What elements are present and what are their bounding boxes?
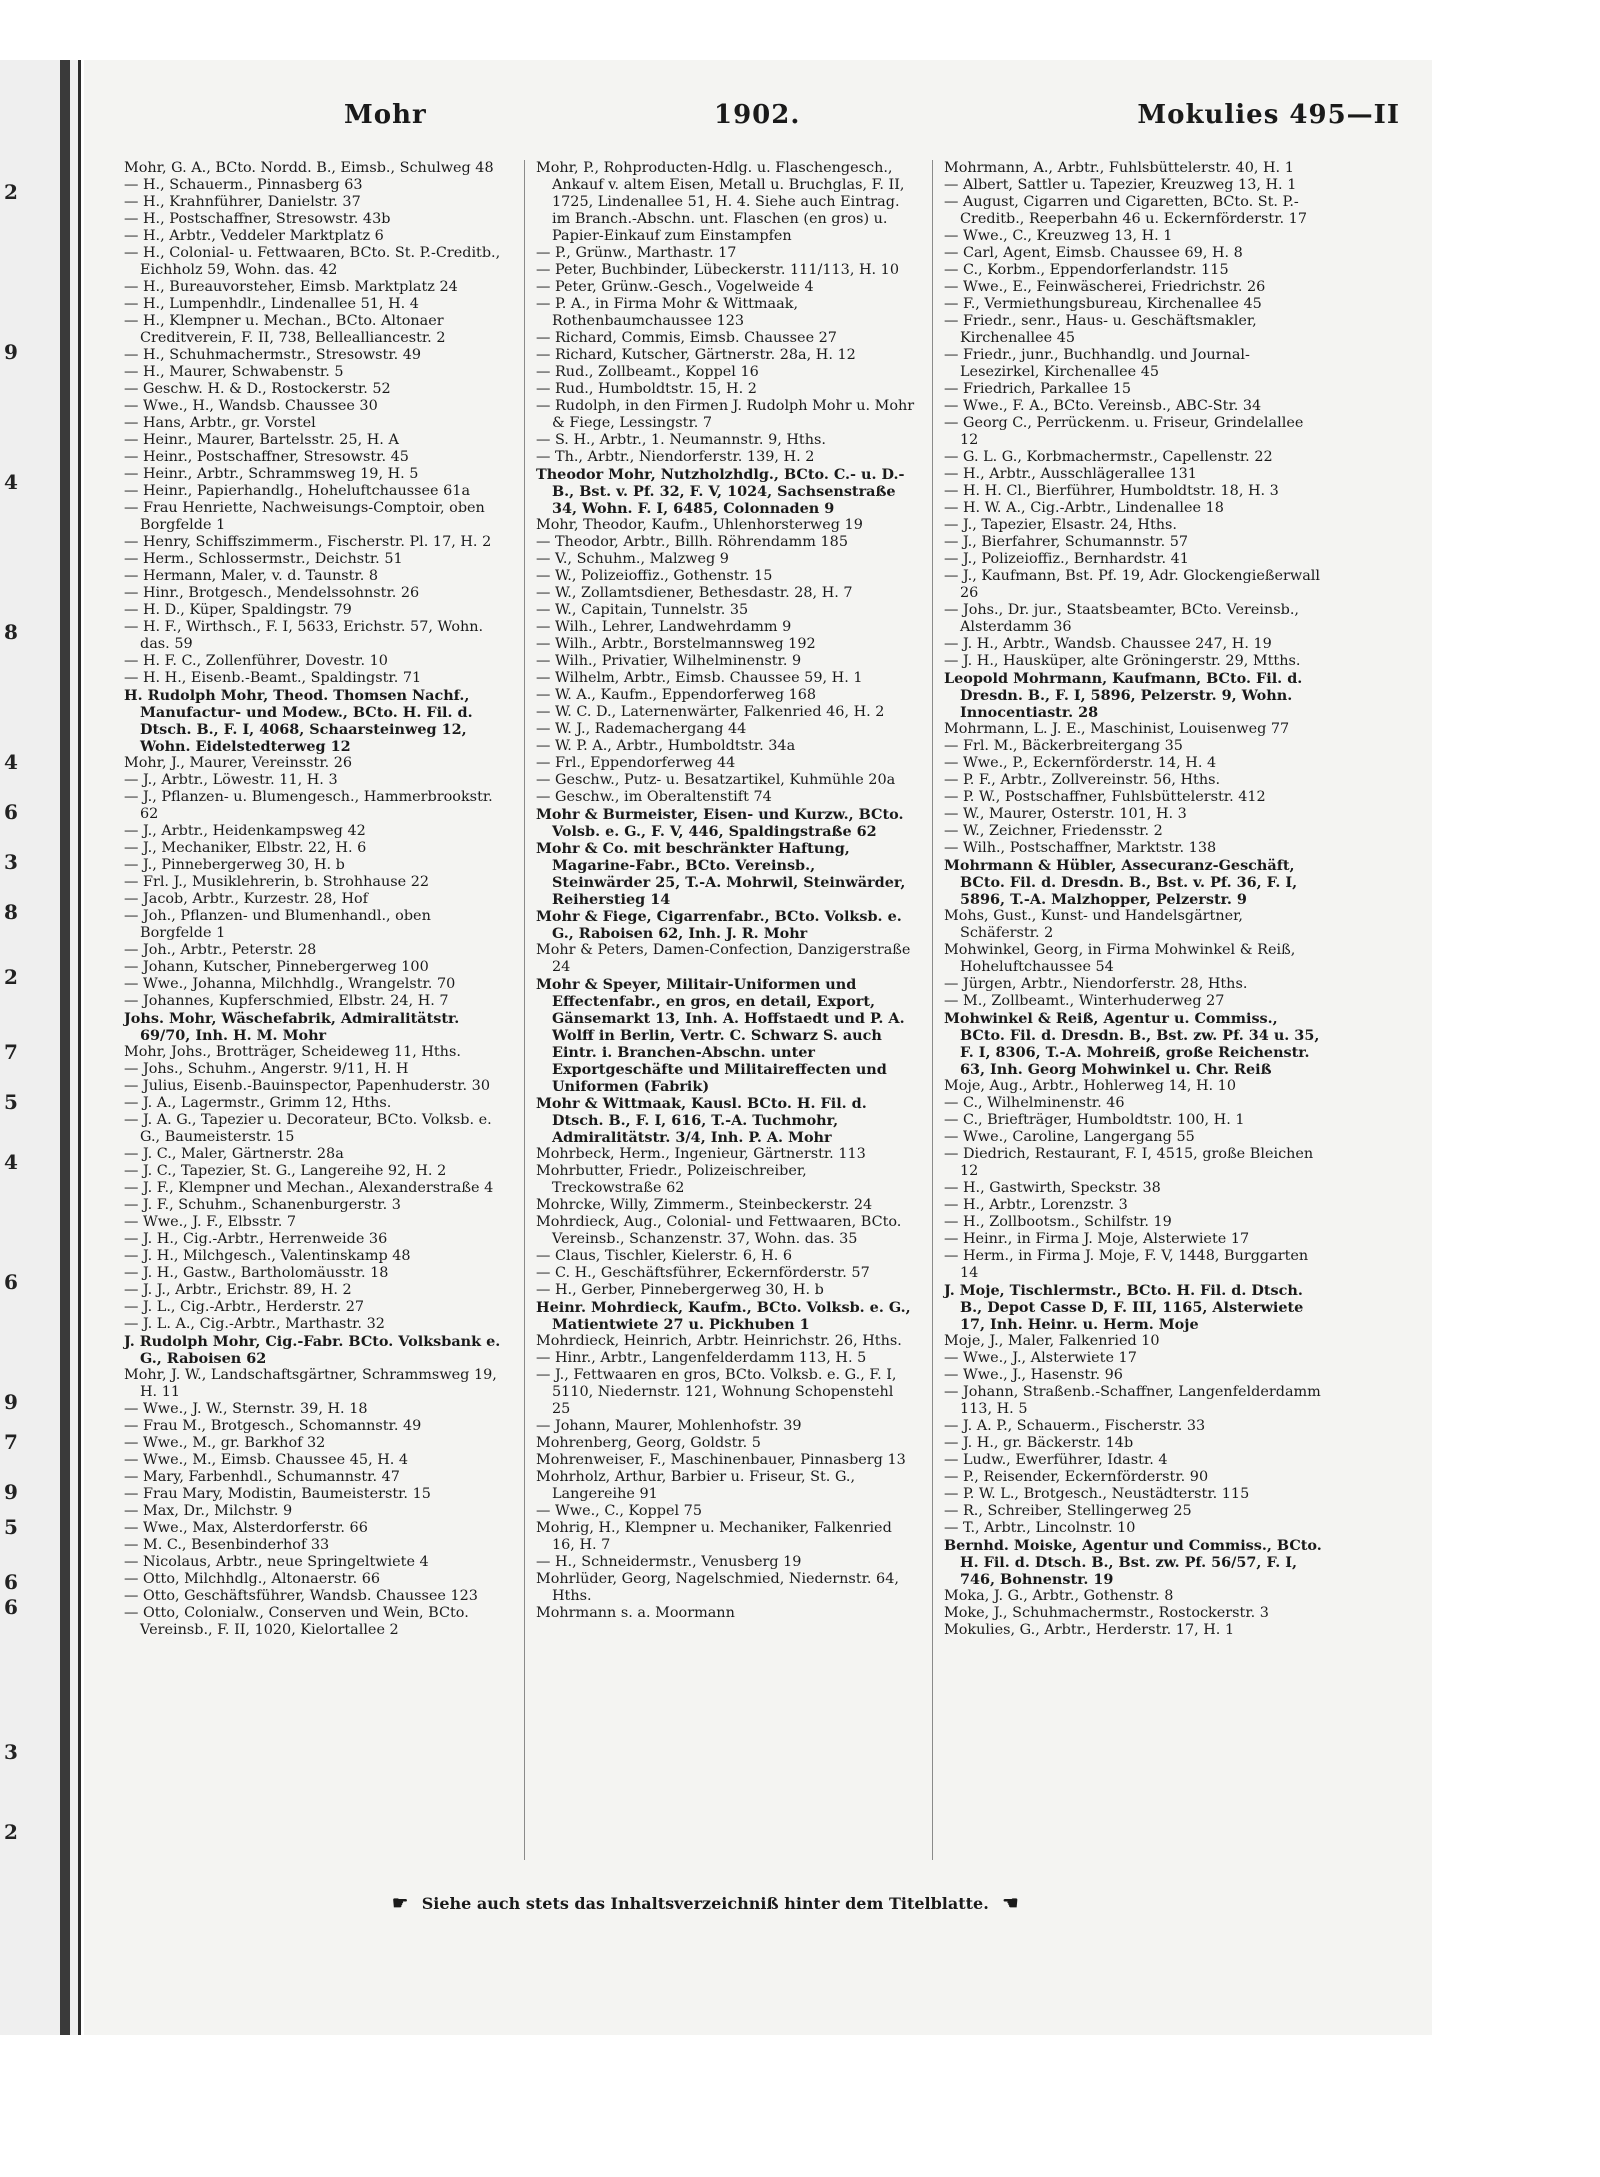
directory-entry: — Frl., Eppendorferweg 44 xyxy=(536,755,736,771)
directory-entry: — G. L. G., Korbmachermstr., Capellenstr. 22 xyxy=(944,449,1273,465)
directory-entry: Mohr & Wittmaak, Kausl. BCto. H. Fil. d. Dtsch. B., F. I, 616, T.-A. Tuchmohr, Admiralitätstr. 3/4, Inh. P. A. Mohr xyxy=(536,1095,867,1146)
directory-entry: — J., Fettwaaren en gros, BCto. Volksb. e. G., F. I, 5110, Niedernstr. 121, Wohnung Schopenstehl 25 xyxy=(536,1367,897,1417)
header-year: 1902. xyxy=(714,100,801,130)
directory-entry: — Otto, Geschäftsführer, Wandsb. Chaussee 123 xyxy=(124,1588,478,1604)
directory-entry: — Wilh., Arbtr., Borstelmannsweg 192 xyxy=(536,636,816,652)
directory-entry: — Wwe., Johanna, Milchhdlg., Wrangelstr. 70 xyxy=(124,976,456,992)
directory-entry: J. Rudolph Mohr, Cig.-Fabr. BCto. Volksbank e. G., Raboisen 62 xyxy=(124,1333,501,1367)
directory-entry: — J., Polizeioffiz., Bernhardstr. 41 xyxy=(944,551,1189,567)
directory-entry: Moje, J., Maler, Falkenried 10 xyxy=(944,1333,1160,1349)
directory-entry: — Wwe., J., Hasenstr. 96 xyxy=(944,1367,1123,1383)
directory-entry: Mohrdieck, Heinrich, Arbtr. Heinrichstr. 26, Hths. xyxy=(536,1333,902,1349)
adjacent-page-mark: 7 xyxy=(4,1040,18,1064)
directory-entry: Mohr, Theodor, Kaufm., Uhlenhorsterweg 19 xyxy=(536,517,863,533)
directory-entry: Mohr, Johs., Brotträger, Scheideweg 11, Hths. xyxy=(124,1044,461,1060)
directory-entry: — Nicolaus, Arbtr., neue Springeltwiete 4 xyxy=(124,1554,429,1570)
directory-entry: — H., Zollbootsm., Schilfstr. 19 xyxy=(944,1214,1172,1230)
directory-entry: — T., Arbtr., Lincolnstr. 10 xyxy=(944,1520,1136,1536)
directory-entry: — H., Gastwirth, Speckstr. 38 xyxy=(944,1180,1161,1196)
adjacent-page-mark: 6 xyxy=(4,1570,18,1594)
directory-entry: — H. H. Cl., Bierführer, Humboldtstr. 18, H. 3 xyxy=(944,483,1279,499)
directory-entry: — Johann, Kutscher, Pinnebergerweg 100 xyxy=(124,959,429,975)
directory-entry: — J. C., Maler, Gärtnerstr. 28a xyxy=(124,1146,344,1162)
directory-entry: — Ludw., Ewerführer, Idastr. 4 xyxy=(944,1452,1168,1468)
directory-entry: Mohrholz, Arthur, Barbier u. Friseur, St. G., Langereihe 91 xyxy=(536,1469,856,1502)
directory-entry: Mohr, J. W., Landschaftsgärtner, Schrammsweg 19, H. 11 xyxy=(124,1367,497,1400)
directory-entry: — Wwe., M., gr. Barkhof 32 xyxy=(124,1435,326,1451)
directory-entry: — Claus, Tischler, Kielerstr. 6, H. 6 xyxy=(536,1248,793,1264)
directory-entry: — Mary, Farbenhdl., Schumannstr. 47 xyxy=(124,1469,400,1485)
adjacent-page-mark: 3 xyxy=(4,850,18,874)
directory-entry: — Geschw. H. & D., Rostockerstr. 52 xyxy=(124,381,391,397)
directory-entry: Mohr & Speyer, Militair-Uniformen und Effectenfabr., en gros, en detail, Export, Gänsemarkt 13, Inh. A. Hoffstaedt und P. A. Wolff in Berlin, Vertr. C. Schwarz S. auch Eintr. i. Branchen-Abschn. unter Exportgeschäfte und Militaireffecten und Uniformen (Fabrik) xyxy=(536,976,905,1095)
directory-entry: — Richard, Commis, Eimsb. Chaussee 27 xyxy=(536,330,837,346)
adjacent-page-edge xyxy=(0,60,81,2035)
directory-entry: Mokulies, G., Arbtr., Herderstr. 17, H. 1 xyxy=(944,1622,1235,1638)
directory-entry: — Frl. M., Bäckerbreitergang 35 xyxy=(944,738,1183,754)
directory-entry: — J., Arbtr., Löwestr. 11, H. 3 xyxy=(124,772,338,788)
directory-entry: — J. A. P., Schauerm., Fischerstr. 33 xyxy=(944,1418,1206,1434)
adjacent-page-mark: 2 xyxy=(4,965,18,989)
pointing-hand-right-icon: ☚ xyxy=(1002,1893,1019,1914)
directory-entry: — H., Lumpenhdlr., Lindenallee 51, H. 4 xyxy=(124,296,419,312)
directory-entry: — J., Kaufmann, Bst. Pf. 19, Adr. Glockengießerwall 26 xyxy=(944,568,1320,601)
directory-entry: — J., Tapezier, Elsastr. 24, Hths. xyxy=(944,517,1177,533)
directory-entry: — Albert, Sattler u. Tapezier, Kreuzweg 13, H. 1 xyxy=(944,177,1297,193)
adjacent-page-mark: 4 xyxy=(4,470,18,494)
directory-entry: Mohrcke, Willy, Zimmerm., Steinbeckerstr. 24 xyxy=(536,1197,873,1213)
directory-entry: — W. P. A., Arbtr., Humboldtstr. 34a xyxy=(536,738,796,754)
directory-entry: — V., Schuhm., Malzweg 9 xyxy=(536,551,729,567)
adjacent-page-mark: 5 xyxy=(4,1090,18,1114)
directory-entry: — Otto, Colonialw., Conserven und Wein, BCto. Vereinsb., F. II, 1020, Kielortallee 2 xyxy=(124,1605,469,1638)
directory-entry: Moje, Aug., Arbtr., Hohlerweg 14, H. 10 xyxy=(944,1078,1236,1094)
directory-entry: — August, Cigarren und Cigaretten, BCto. St. P.-Creditb., Reeperbahn 46 u. Eckernförderstr. 17 xyxy=(944,194,1307,227)
directory-entry: — Wwe., J. F., Elbsstr. 7 xyxy=(124,1214,297,1230)
adjacent-page-mark: 9 xyxy=(4,340,18,364)
directory-entry: — H., Schuhmachermstr., Stresowstr. 49 xyxy=(124,347,422,363)
directory-entry: — H. H., Eisenb.-Beamt., Spaldingstr. 71 xyxy=(124,670,422,686)
directory-entry: — J. J., Arbtr., Erichstr. 89, H. 2 xyxy=(124,1282,352,1298)
directory-entry: — H., Arbtr., Lorenzstr. 3 xyxy=(944,1197,1128,1213)
directory-entry: — Wilh., Lehrer, Landwehrdamm 9 xyxy=(536,619,792,635)
directory-entry: — Hans, Arbtr., gr. Vorstel xyxy=(124,415,316,431)
directory-entry: Mohr, J., Maurer, Vereinsstr. 26 xyxy=(124,755,353,771)
directory-entry: — J. F., Schuhm., Schanenburgerstr. 3 xyxy=(124,1197,401,1213)
directory-entry: — Diedrich, Restaurant, F. I, 4515, große Bleichen 12 xyxy=(944,1146,1314,1179)
directory-entry: — R., Schreiber, Stellingerweg 25 xyxy=(944,1503,1192,1519)
directory-entry: — J., Mechaniker, Elbstr. 22, H. 6 xyxy=(124,840,367,856)
directory-entry: Mohr & Burmeister, Eisen- und Kurzw., BCto. Volsb. e. G., F. V, 446, Spaldingstraße 62 xyxy=(536,806,904,840)
directory-entry: — H., Arbtr., Ausschlägerallee 131 xyxy=(944,466,1197,482)
directory-entry: Moke, J., Schuhmachermstr., Rostockerstr. 3 xyxy=(944,1605,1269,1621)
header-left-keyword: Mohr xyxy=(344,100,427,130)
directory-entry: — H., Schneidermstr., Venusberg 19 xyxy=(536,1554,802,1570)
directory-entry: — J. H., Hausküper, alte Gröningerstr. 29, Mtths. xyxy=(944,653,1301,669)
directory-entry: Mohrmann s. a. Moormann xyxy=(536,1605,735,1621)
adjacent-page-mark: 7 xyxy=(4,1430,18,1454)
adjacent-page-mark: 6 xyxy=(4,1595,18,1619)
directory-entry: — Frau Henriette, Nachweisungs-Comptoir, oben Borgfelde 1 xyxy=(124,500,485,533)
directory-entry: — Johannes, Kupferschmied, Elbstr. 24, H. 7 xyxy=(124,993,449,1009)
directory-entry: — W. C. D., Laternenwärter, Falkenried 46, H. 2 xyxy=(536,704,885,720)
directory-entry: — M., Zollbeamt., Winterhuderweg 27 xyxy=(944,993,1225,1009)
directory-column-3 xyxy=(944,160,1324,1639)
directory-entry: — Joh., Arbtr., Peterstr. 28 xyxy=(124,942,317,958)
binding-gutter xyxy=(60,60,70,2035)
adjacent-page-mark: 9 xyxy=(4,1390,18,1414)
directory-entry: — H. F., Wirthsch., F. I, 5633, Erichstr. 57, Wohn. das. 59 xyxy=(124,619,484,652)
directory-entry: — Friedr., senr., Haus- u. Geschäftsmakler, Kirchenallee 45 xyxy=(944,313,1257,346)
adjacent-page-mark: 4 xyxy=(4,750,18,774)
directory-entry: — Otto, Milchhdlg., Altonaerstr. 66 xyxy=(124,1571,381,1587)
directory-entry: — H., Colonial- u. Fettwaaren, BCto. St. P.-Creditb., Eichholz 59, Wohn. das. 42 xyxy=(124,245,501,278)
directory-entry: — Heinr., Postschaffner, Stresowstr. 45 xyxy=(124,449,409,465)
directory-entry: — Heinr., Maurer, Bartelsstr. 25, H. A xyxy=(124,432,399,448)
directory-entry: Heinr. Mohrdieck, Kaufm., BCto. Volksb. e. G., Matientwiete 27 u. Pickhuben 1 xyxy=(536,1299,911,1333)
footer-text: Siehe auch stets das Inhaltsverzeichniß hinter dem Titelblatte. xyxy=(421,1894,989,1913)
directory-entry: — P., Reisender, Eckernförderstr. 90 xyxy=(944,1469,1209,1485)
directory-entry: Mohs, Gust., Kunst- und Handelsgärtner, Schäferstr. 2 xyxy=(944,908,1243,941)
adjacent-page-mark: 2 xyxy=(4,180,18,204)
directory-entry: — H., Schauerm., Pinnasberg 63 xyxy=(124,177,363,193)
directory-entry: — Friedrich, Parkallee 15 xyxy=(944,381,1132,397)
directory-entry: — J., Pinnebergerweg 30, H. b xyxy=(124,857,345,873)
directory-entry: — Friedr., junr., Buchhandlg. und Journal-Lesezirkel, Kirchenallee 45 xyxy=(944,347,1250,380)
directory-entry: — Herm., Schlossermstr., Deichstr. 51 xyxy=(124,551,403,567)
directory-entry: Mohrbeck, Herm., Ingenieur, Gärtnerstr. 113 xyxy=(536,1146,866,1162)
directory-entry: Mohwinkel, Georg, in Firma Mohwinkel & Reiß, Hoheluftchaussee 54 xyxy=(944,942,1296,975)
directory-entry: H. Rudolph Mohr, Theod. Thomsen Nachf., Manufactur- und Modew., BCto. H. Fil. d. Dtsch. B., F. I, 4068, Schaarsteinweg 12, Wohn. Eidelstedterweg 12 xyxy=(124,687,473,755)
column-divider xyxy=(524,160,525,1860)
directory-entry: — P., Grünw., Marthastr. 17 xyxy=(536,245,737,261)
directory-entry: — W. A., Kaufm., Eppendorferweg 168 xyxy=(536,687,817,703)
directory-entry: — J. H., Arbtr., Wandsb. Chaussee 247, H. 19 xyxy=(944,636,1272,652)
directory-entry: — Wwe., E., Feinwäscherei, Friedrichstr. 26 xyxy=(944,279,1266,295)
adjacent-page-mark: 8 xyxy=(4,620,18,644)
directory-entry: — Rud., Zollbeamt., Koppel 16 xyxy=(536,364,759,380)
directory-entry: — Geschw., Putz- u. Besatzartikel, Kuhmühle 20a xyxy=(536,772,896,788)
directory-entry: — Jacob, Arbtr., Kurzestr. 28, Hof xyxy=(124,891,368,907)
directory-entry: Mohrmann & Hübler, Assecuranz-Geschäft, BCto. Fil. d. Dresdn. B., Bst. v. Pf. 36, F. I, 5896, T.-A. Malzhopper, Pelzerstr. 9 xyxy=(944,857,1298,908)
directory-entry: Theodor Mohr, Nutzholzhdlg., BCto. C.- u. D.-B., Bst. v. Pf. 32, F. V, 1024, Sachsenstraße 34, Wohn. F. I, 6485, Colonnaden 9 xyxy=(536,466,905,517)
directory-entry: — Wwe., H., Wandsb. Chaussee 30 xyxy=(124,398,378,414)
directory-entry: — Frau Mary, Modistin, Baumeisterstr. 15 xyxy=(124,1486,431,1502)
directory-entry: — Julius, Eisenb.-Bauinspector, Papenhuderstr. 30 xyxy=(124,1078,490,1094)
directory-entry: — Carl, Agent, Eimsb. Chaussee 69, H. 8 xyxy=(944,245,1243,261)
directory-entry: Mohrdieck, Aug., Colonial- und Fettwaaren, BCto. Vereinsb., Schanzenstr. 37, Wohn. das. 35 xyxy=(536,1214,902,1247)
directory-entry: — J. H., Cig.-Arbtr., Herrenweide 36 xyxy=(124,1231,388,1247)
directory-entry: Mohrmann, A., Arbtr., Fuhlsbüttelerstr. 40, H. 1 xyxy=(944,160,1294,176)
directory-entry: — Wwe., J., Alsterwiete 17 xyxy=(944,1350,1137,1366)
directory-entry: — J. A. G., Tapezier u. Decorateur, BCto. Volksb. e. G., Baumeisterstr. 15 xyxy=(124,1112,492,1145)
pointing-hand-left-icon: ☛ xyxy=(392,1893,409,1914)
directory-entry: — Henry, Schiffszimmerm., Fischerstr. Pl. 17, H. 2 xyxy=(124,534,492,550)
directory-entry: — Max, Dr., Milchstr. 9 xyxy=(124,1503,293,1519)
directory-entry: — W., Zeichner, Friedensstr. 2 xyxy=(944,823,1163,839)
directory-entry: — H., Krahnführer, Danielstr. 37 xyxy=(124,194,361,210)
directory-entry: — H. D., Küper, Spaldingstr. 79 xyxy=(124,602,352,618)
directory-entry: — Wwe., C., Koppel 75 xyxy=(536,1503,702,1519)
adjacent-page-mark: 9 xyxy=(4,1480,18,1504)
directory-entry: — Hinr., Brotgesch., Mendelssohnstr. 26 xyxy=(124,585,420,601)
directory-page xyxy=(84,60,1432,2035)
directory-entry: — H., Gerber, Pinnebergerweg 30, H. b xyxy=(536,1282,824,1298)
page-header xyxy=(124,100,1400,140)
directory-entry: — J. H., gr. Bäckerstr. 14b xyxy=(944,1435,1134,1451)
directory-entry: — Wwe., M., Eimsb. Chaussee 45, H. 4 xyxy=(124,1452,409,1468)
directory-entry: — Wilhelm, Arbtr., Eimsb. Chaussee 59, H. 1 xyxy=(536,670,863,686)
directory-entry: — W. J., Rademachergang 44 xyxy=(536,721,747,737)
directory-entry: — Wilh., Privatier, Wilhelminenstr. 9 xyxy=(536,653,802,669)
header-right-keyword: Mokulies 495—II xyxy=(1137,100,1400,130)
adjacent-page-margin-marks xyxy=(4,60,44,2035)
directory-entry: J. Moje, Tischlermstr., BCto. H. Fil. d. Dtsch. B., Depot Casse D, F. III, 1165, Alsterwiete 17, Inh. Heinr. u. Herm. Moje xyxy=(944,1282,1304,1333)
directory-entry: — J., Arbtr., Heidenkampsweg 42 xyxy=(124,823,366,839)
directory-entry: — Peter, Grünw.-Gesch., Vogelweide 4 xyxy=(536,279,814,295)
directory-entry: — Jürgen, Arbtr., Niendorferstr. 28, Hths. xyxy=(944,976,1248,992)
directory-entry: — J., Pflanzen- u. Blumengesch., Hammerbrookstr. 62 xyxy=(124,789,493,822)
directory-entry: — W., Zollamtsdiener, Bethesdastr. 28, H. 7 xyxy=(536,585,853,601)
directory-entry: — Hinr., Arbtr., Langenfelderdamm 113, H. 5 xyxy=(536,1350,867,1366)
directory-entry: — Wilh., Postschaffner, Marktstr. 138 xyxy=(944,840,1217,856)
directory-entry: Johs. Mohr, Wäschefabrik, Admiralitätstr. 69/70, Inh. H. M. Mohr xyxy=(124,1010,460,1044)
directory-entry: — Johann, Straßenb.-Schaffner, Langenfelderdamm 113, H. 5 xyxy=(944,1384,1321,1417)
adjacent-page-mark: 4 xyxy=(4,1150,18,1174)
directory-entry: Bernhd. Moiske, Agentur und Commiss., BCto. H. Fil. d. Dtsch. B., Bst. zw. Pf. 56/57, F. I, 746, Bohnenstr. 19 xyxy=(944,1537,1322,1588)
directory-entry: — C., Briefträger, Humboldtstr. 100, H. 1 xyxy=(944,1112,1245,1128)
directory-entry: Mohrenweiser, F., Maschinenbauer, Pinnasberg 13 xyxy=(536,1452,906,1468)
directory-entry: — Wwe., J. W., Sternstr. 39, H. 18 xyxy=(124,1401,368,1417)
directory-entry: — H. W. A., Cig.-Arbtr., Lindenallee 18 xyxy=(944,500,1224,516)
directory-entry: — C. H., Geschäftsführer, Eckernförderstr. 57 xyxy=(536,1265,870,1281)
directory-entry: — J. H., Milchgesch., Valentinskamp 48 xyxy=(124,1248,411,1264)
directory-entry: — Heinr., in Firma J. Moje, Alsterwiete 17 xyxy=(944,1231,1250,1247)
directory-entry: — Wwe., C., Kreuzweg 13, H. 1 xyxy=(944,228,1173,244)
directory-entry: — P. W. L., Brotgesch., Neustädterstr. 115 xyxy=(944,1486,1250,1502)
directory-entry: — P. F., Arbtr., Zollvereinstr. 56, Hths. xyxy=(944,772,1221,788)
directory-entry: — J. C., Tapezier, St. G., Langereihe 92, H. 2 xyxy=(124,1163,447,1179)
adjacent-page-mark: 5 xyxy=(4,1515,18,1539)
directory-entry: — Heinr., Papierhandlg., Hoheluftchaussee 61a xyxy=(124,483,471,499)
directory-entry: — H. F. C., Zollenführer, Dovestr. 10 xyxy=(124,653,388,669)
directory-entry: — Wwe., Caroline, Langergang 55 xyxy=(944,1129,1195,1145)
directory-entry: — J. A., Lagermstr., Grimm 12, Hths. xyxy=(124,1095,392,1111)
adjacent-page-mark: 2 xyxy=(4,1820,18,1844)
directory-entry: Mohrlüder, Georg, Nagelschmied, Niedernstr. 64, Hths. xyxy=(536,1571,899,1604)
directory-entry: Mohr & Co. mit beschränkter Haftung, Magarine-Fabr., BCto. Vereinsb., Steinwärder 25, T.-A. Mohrwil, Steinwärder, Reiherstieg 14 xyxy=(536,840,906,908)
directory-entry: Mohrig, H., Klempner u. Mechaniker, Falkenried 16, H. 7 xyxy=(536,1520,892,1553)
directory-entry: — Frau M., Brotgesch., Schomannstr. 49 xyxy=(124,1418,422,1434)
directory-entry: — W., Capitain, Tunnelstr. 35 xyxy=(536,602,749,618)
directory-entry: — Georg C., Perrückenm. u. Friseur, Grindelallee 12 xyxy=(944,415,1304,448)
directory-entry: — J. L., Cig.-Arbtr., Herderstr. 27 xyxy=(124,1299,365,1315)
page-footer-note xyxy=(384,1893,1027,1914)
directory-entry: — J. H., Gastw., Bartholomäusstr. 18 xyxy=(124,1265,389,1281)
directory-entry: — Joh., Pflanzen- und Blumenhandl., oben Borgfelde 1 xyxy=(124,908,431,941)
directory-entry: Mohrbutter, Friedr., Polizeischreiber, Treckowstraße 62 xyxy=(536,1163,807,1196)
directory-entry: Mohrmann, L. J. E., Maschinist, Louisenweg 77 xyxy=(944,721,1290,737)
directory-entry: Mohr & Fiege, Cigarrenfabr., BCto. Volksb. e. G., Raboisen 62, Inh. J. R. Mohr xyxy=(536,908,902,942)
directory-column-1 xyxy=(124,160,504,1639)
directory-entry: — M. C., Besenbinderhof 33 xyxy=(124,1537,330,1553)
adjacent-page-mark: 6 xyxy=(4,800,18,824)
directory-entry: — Wwe., Max, Alsterdorferstr. 66 xyxy=(124,1520,368,1536)
directory-entry: Mohr & Peters, Damen-Confection, Danzigerstraße 24 xyxy=(536,942,911,975)
directory-entry: — F., Vermiethungsbureau, Kirchenallee 45 xyxy=(944,296,1262,312)
directory-entry: — Hermann, Maler, v. d. Taunstr. 8 xyxy=(124,568,378,584)
directory-entry: — P. W., Postschaffner, Fuhlsbüttelerstr. 412 xyxy=(944,789,1266,805)
directory-entry: Mohr, P., Rohproducten-Hdlg. u. Flaschengesch., Ankauf v. altem Eisen, Metall u. Bruchglas, F. II, 1725, Lindenallee 51, H. 4. Siehe auch Eintrag. im Branch.-Abschn. unt. Flaschen (en gros) u. Papier-Einkauf zum Einstampfen xyxy=(536,160,905,244)
directory-entry: — J. L. A., Cig.-Arbtr., Marthastr. 32 xyxy=(124,1316,385,1332)
directory-entry: — C., Wilhelminenstr. 46 xyxy=(944,1095,1125,1111)
directory-entry: Leopold Mohrmann, Kaufmann, BCto. Fil. d. Dresdn. B., F. I, 5896, Pelzerstr. 9, Wohn. Innocentiastr. 28 xyxy=(944,670,1303,721)
directory-entry: — Theodor, Arbtr., Billh. Röhrendamm 185 xyxy=(536,534,848,550)
directory-entry: Mohwinkel & Reiß, Agentur u. Commiss., BCto. Fil. d. Dresdn. B., Bst. zw. Pf. 34 u. 35, F. I, 8306, T.-A. Mohreiß, große Reichenstr. 63, Inh. Georg Mohwinkel u. Chr. Reiß xyxy=(944,1010,1320,1078)
directory-entry: — W., Maurer, Osterstr. 101, H. 3 xyxy=(944,806,1187,822)
directory-entry: — W., Polizeioffiz., Gothenstr. 15 xyxy=(536,568,773,584)
directory-entry: — J. F., Klempner und Mechan., Alexanderstraße 4 xyxy=(124,1180,494,1196)
directory-entry: — Johs., Dr. jur., Staatsbeamter, BCto. Vereinsb., Alsterdamm 36 xyxy=(944,602,1299,635)
directory-entry: Mohrenberg, Georg, Goldstr. 5 xyxy=(536,1435,761,1451)
directory-entry: — P. A., in Firma Mohr & Wittmaak, Rothenbaumchaussee 123 xyxy=(536,296,799,329)
directory-entry: — H., Bureauvorsteher, Eimsb. Marktplatz 24 xyxy=(124,279,458,295)
directory-entry: — Herm., in Firma J. Moje, F. V, 1448, Burggarten 14 xyxy=(944,1248,1309,1281)
directory-entry: Moka, J. G., Arbtr., Gothenstr. 8 xyxy=(944,1588,1174,1604)
directory-entry: Mohr, G. A., BCto. Nordd. B., Eimsb., Schulweg 48 xyxy=(124,160,494,176)
directory-entry: — Heinr., Arbtr., Schrammsweg 19, H. 5 xyxy=(124,466,419,482)
directory-entry: — Th., Arbtr., Niendorferstr. 139, H. 2 xyxy=(536,449,815,465)
directory-entry: — Frl. J., Musiklehrerin, b. Strohhause 22 xyxy=(124,874,430,890)
adjacent-page-mark: 6 xyxy=(4,1270,18,1294)
directory-entry: — Wwe., P., Eckernförderstr. 14, H. 4 xyxy=(944,755,1217,771)
directory-entry: — H., Postschaffner, Stresowstr. 43b xyxy=(124,211,391,227)
directory-entry: — J., Bierfahrer, Schumannstr. 57 xyxy=(944,534,1189,550)
directory-entry: — S. H., Arbtr., 1. Neumannstr. 9, Hths. xyxy=(536,432,826,448)
adjacent-page-mark: 3 xyxy=(4,1740,18,1764)
directory-entry: — Geschw., im Oberaltenstift 74 xyxy=(536,789,772,805)
column-divider xyxy=(932,160,933,1860)
directory-entry: — Richard, Kutscher, Gärtnerstr. 28a, H. 12 xyxy=(536,347,856,363)
directory-entry: — Johs., Schuhm., Angerstr. 9/11, H. H xyxy=(124,1061,409,1077)
directory-entry: — Peter, Buchbinder, Lübeckerstr. 111/113, H. 10 xyxy=(536,262,899,278)
directory-entry: — Johann, Maurer, Mohlenhofstr. 39 xyxy=(536,1418,802,1434)
directory-entry: — H., Klempner u. Mechan., BCto. Altonaer Creditverein, F. II, 738, Bellealliancestr. 2 xyxy=(124,313,446,346)
directory-entry: — H., Arbtr., Veddeler Marktplatz 6 xyxy=(124,228,384,244)
directory-entry: — Rudolph, in den Firmen J. Rudolph Mohr u. Mohr & Fiege, Lessingstr. 7 xyxy=(536,398,915,431)
directory-entry: — C., Korbm., Eppendorferlandstr. 115 xyxy=(944,262,1229,278)
directory-entry: — Rud., Humboldtstr. 15, H. 2 xyxy=(536,381,757,397)
directory-entry: — Wwe., F. A., BCto. Vereinsb., ABC-Str. 34 xyxy=(944,398,1262,414)
directory-column-2 xyxy=(536,160,916,1622)
adjacent-page-mark: 8 xyxy=(4,900,18,924)
directory-entry: — H., Maurer, Schwabenstr. 5 xyxy=(124,364,344,380)
